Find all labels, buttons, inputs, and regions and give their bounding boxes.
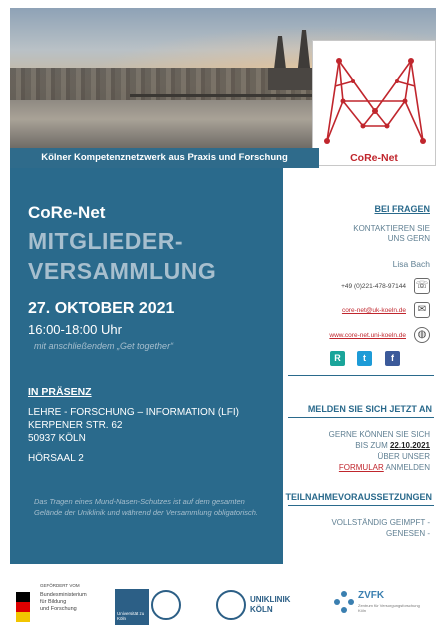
event-heading-line2: VERSAMMLUNG bbox=[28, 258, 217, 284]
contact-heading: BEI FRAGEN bbox=[374, 204, 430, 214]
signup-heading: MELDEN SIE SICH JETZT AN bbox=[307, 404, 432, 414]
address-line: LEHRE - FORSCHUNG – INFORMATION (LFI) bbox=[28, 407, 239, 418]
phone-icon: ☏ bbox=[414, 278, 430, 294]
uniklinik-seal-icon bbox=[216, 590, 246, 620]
address-line: 50937 KÖLN bbox=[28, 433, 86, 444]
researchgate-icon[interactable]: R bbox=[330, 351, 345, 366]
zvfk-logo-icon bbox=[333, 590, 355, 614]
signup-line4: FORMULAR ANMELDEN bbox=[338, 463, 430, 472]
uni-koeln-logo: Universität zu Köln bbox=[115, 589, 149, 625]
facebook-icon[interactable]: f bbox=[385, 351, 400, 366]
divider bbox=[288, 417, 434, 418]
signup-deadline: 22.10.2021 bbox=[389, 441, 430, 450]
logo-wordmark: CoRe-Net bbox=[350, 152, 398, 164]
event-mode: IN PRÄSENZ bbox=[28, 386, 92, 398]
german-flag-icon bbox=[16, 592, 30, 622]
twitter-icon[interactable]: t bbox=[357, 351, 372, 366]
contact-line2: UNS GERN bbox=[387, 234, 430, 243]
requirements-heading: TEILNAHMEVORAUSSETZUNGEN bbox=[285, 492, 432, 502]
network-subtitle: Kölner Kompetenznetzwerk aus Praxis und Forschung bbox=[41, 152, 288, 163]
event-date: 27. OKTOBER 2021 bbox=[28, 300, 175, 317]
bmbf-logo: GEFÖRDERT VOM Bundesministerium für Bildung und Forschung bbox=[8, 582, 88, 630]
contact-line1: KONTAKTIEREN SIE bbox=[353, 224, 430, 233]
contact-website-link[interactable]: www.core-net.uni-koeln.de bbox=[329, 332, 406, 339]
event-org-title: CoRe-Net bbox=[28, 203, 106, 222]
uniklinik-logo-text: UNIKLINIK KÖLN bbox=[250, 595, 291, 614]
divider bbox=[288, 505, 434, 506]
uni-seal-icon bbox=[151, 590, 181, 620]
event-get-together: mit anschließendem „Get together“ bbox=[34, 341, 174, 351]
signup-line2: BIS ZUM 22.10.2021 bbox=[355, 441, 430, 450]
contact-person: Lisa Bach bbox=[392, 259, 430, 269]
zvfk-logo-text: ZVFK bbox=[358, 590, 385, 601]
signup-line1: GERNE KÖNNEN SIE SICH bbox=[328, 430, 430, 439]
divider bbox=[288, 375, 434, 376]
event-heading-line1: MITGLIEDER- bbox=[28, 228, 183, 254]
mail-icon: ✉ bbox=[414, 302, 430, 318]
signup-line3: ÜBER UNSER bbox=[377, 452, 430, 461]
requirements-line2: GENESEN - bbox=[385, 529, 430, 538]
contact-phone[interactable]: +49 (0)221-478-97144 bbox=[341, 283, 406, 290]
address-line: KERPENER STR. 62 bbox=[28, 420, 123, 431]
signup-form-link[interactable]: FORMULAR bbox=[338, 463, 384, 472]
event-time: 16:00-18:00 Uhr bbox=[28, 322, 122, 337]
core-net-logo-box bbox=[312, 40, 436, 166]
globe-icon: ◍ bbox=[414, 327, 430, 343]
zvfk-subtitle: Zentrum für Versorgungsforschung Köln bbox=[358, 603, 420, 613]
network-m-logo-icon bbox=[313, 41, 437, 151]
event-room: HÖRSAAL 2 bbox=[28, 453, 84, 464]
mask-note: Das Tragen eines Mund-Nasen-Schutzes ist auf dem gesamten Gelände der Uniklinik und während der Versammlung obligatorisch. bbox=[34, 497, 259, 517]
contact-email-link[interactable]: core-net@uk-koeln.de bbox=[341, 307, 406, 314]
requirements-line1: VOLLSTÄNDIG GEIMPFT - bbox=[331, 518, 430, 527]
